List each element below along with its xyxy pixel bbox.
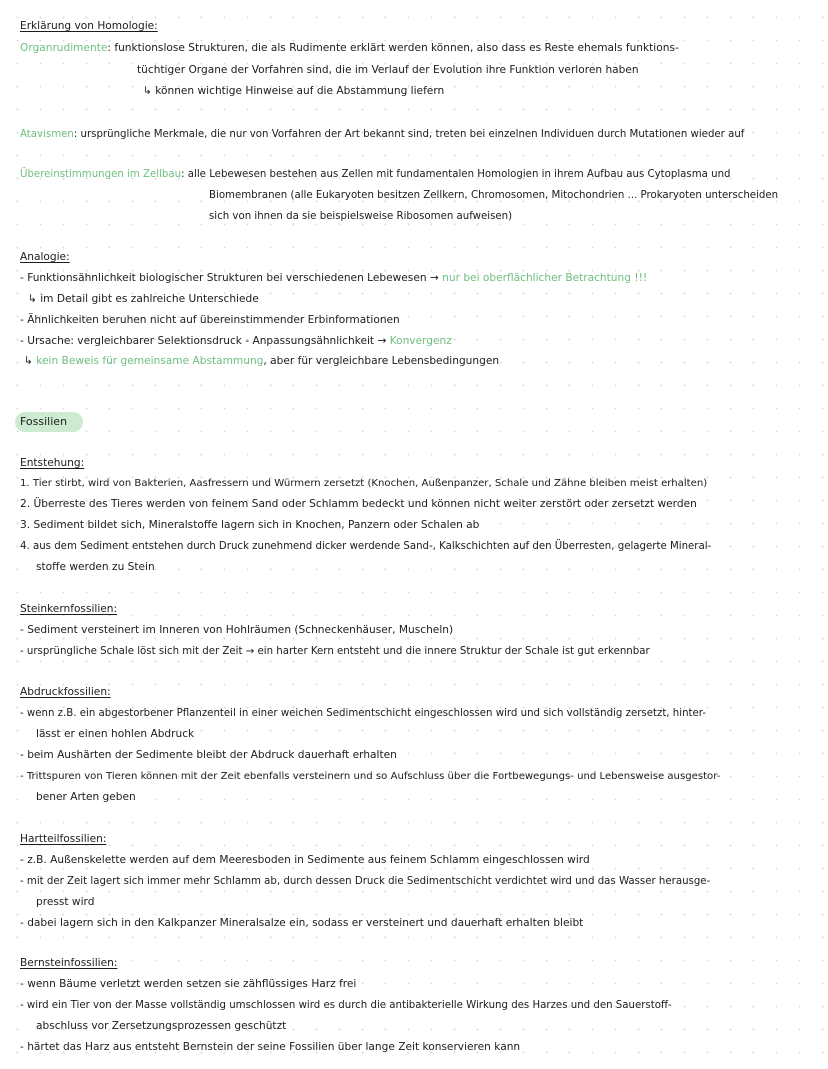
entstehung-line-1: 1. Tier stirbt, wird von Bakterien, Aasfressern und Würmern zersetzt (Knochen, Außenpanzer, Schale und Zähne bleiben meist erhalten) bbox=[20, 478, 708, 489]
atavismen-line: Atavismen: ursprüngliche Merkmale, die nur von Vorfahren der Art bekannt sind, treten bei einzelnen Individuen durch Mutationen wieder auf bbox=[20, 129, 745, 140]
entstehung-heading: Entstehung: bbox=[20, 457, 85, 469]
hartteil-heading: Hartteilfossilien: bbox=[20, 833, 107, 845]
entstehung-line-4: 4. aus dem Sediment entstehen durch Druck zunehmend dicker werdende Sand-, Kalkschichten auf den Überresten, gelagerte Mineral- bbox=[20, 541, 712, 552]
analogie-line-3: - Ähnlichkeiten beruhen nicht auf übereinstimmender Erbinformationen bbox=[20, 314, 400, 326]
analogie-heading: Analogie: bbox=[20, 251, 70, 263]
analogie-line-2: ↳ im Detail gibt es zahlreiche Unterschiede bbox=[28, 293, 259, 305]
bernstein-heading: Bernsteinfossilien: bbox=[20, 957, 118, 969]
fossilien-badge: Fossilien bbox=[20, 415, 68, 428]
analogie-line-4: - Ursache: vergleichbarer Selektionsdruck - Anpassungsähnlichkeit → Konvergenz bbox=[20, 335, 452, 347]
analogie-line-5: ↳ kein Beweis für gemeinsame Abstammung, aber für vergleichbare Lebensbedingungen bbox=[24, 355, 500, 367]
organrudimente-line-1: Organrudimente: funktionslose Strukturen, die als Rudimente erklärt werden können, also dass es Reste ehemals funktions- bbox=[20, 42, 679, 54]
analogie-line-1: - Funktionsähnlichkeit biologischer Strukturen bei verschiedenen Lebewesen → nur bei oberflächlicher Betrachtung !!! bbox=[20, 272, 648, 284]
abdruck-line-3: - beim Aushärten der Sedimente bleibt der Abdruck dauerhaft erhalten bbox=[20, 749, 397, 761]
steinkern-line-1: - Sediment versteinert im Inneren von Hohlräumen (Schneckenhäuser, Muscheln) bbox=[20, 624, 454, 636]
abdruck-line-1: - wenn z.B. ein abgestorbener Pflanzenteil in einer weichen Sedimentschicht eingeschlossen wird und sich vollständig zersetzt, hinter- bbox=[20, 708, 707, 719]
hartteil-line-1: - z.B. Außenskelette werden auf dem Meeresboden in Sedimente aus feinem Schlamm eingeschlossen wird bbox=[20, 854, 590, 866]
bernstein-line-1: - wenn Bäume verletzt werden setzen sie zähflüssiges Harz frei bbox=[20, 978, 357, 990]
zellbau-label: Übereinstimmungen im Zellbau bbox=[20, 169, 182, 180]
atavismen-label: Atavismen bbox=[20, 129, 74, 140]
steinkern-heading: Steinkernfossilien: bbox=[20, 603, 118, 615]
entstehung-line-3: 3. Sediment bildet sich, Mineralstoffe lagern sich in Knochen, Panzern oder Schalen ab bbox=[20, 519, 480, 531]
abdruck-line-5: bener Arten geben bbox=[36, 791, 136, 803]
bernstein-line-2: - wird ein Tier von der Masse vollständig umschlossen wird es durch die antibakterielle Wirkung des Harzes und den Sauerstoff- bbox=[20, 1000, 672, 1011]
abdruck-heading: Abdruckfossilien: bbox=[20, 686, 111, 698]
abdruck-line-2: lässt er einen hohlen Abdruck bbox=[36, 728, 195, 740]
bernstein-line-3: abschluss vor Zersetzungsprozessen geschützt bbox=[36, 1020, 287, 1032]
hartteil-line-4: - dabei lagern sich in den Kalkpanzer Mineralsalze ein, sodass er versteinert und dauerhaft erhalten bleibt bbox=[20, 917, 584, 929]
organrudimente-label: Organrudimente bbox=[20, 42, 108, 54]
zellbau-line-3: sich von ihnen da sie beispielsweise Ribosomen aufweisen) bbox=[209, 211, 513, 222]
bernstein-line-4: - härtet das Harz aus entsteht Bernstein der seine Fossilien über lange Zeit konservieren kann bbox=[20, 1041, 521, 1053]
hartteil-line-3: presst wird bbox=[36, 896, 95, 908]
hartteil-line-2: - mit der Zeit lagert sich immer mehr Schlamm ab, durch dessen Druck die Sedimentschicht verdichtet wird und das Wasser herausge- bbox=[20, 876, 711, 887]
entstehung-line-2: 2. Überreste des Tieres werden von feinem Sand oder Schlamm bedeckt und können nicht weiter zerstört oder zersetzt werden bbox=[20, 498, 697, 510]
entstehung-line-5: stoffe werden zu Stein bbox=[36, 561, 155, 573]
zellbau-line-2: Biomembranen (alle Eukaryoten besitzen Zellkern, Chromosomen, Mitochondrien ... Prokaryoten unterscheiden bbox=[209, 190, 779, 201]
organrudimente-line-3: ↳ können wichtige Hinweise auf die Abstammung liefern bbox=[143, 85, 445, 97]
page-title: Erklärung von Homologie: bbox=[20, 20, 158, 32]
organrudimente-line-2: tüchtiger Organe der Vorfahren sind, die im Verlauf der Evolution ihre Funktion verloren haben bbox=[137, 64, 639, 76]
zellbau-line-1: Übereinstimmungen im Zellbau: alle Lebewesen bestehen aus Zellen mit fundamentalen Homologien in ihrem Aufbau aus Cytoplasma und bbox=[20, 169, 731, 180]
steinkern-line-2: - ursprüngliche Schale löst sich mit der Zeit → ein harter Kern entsteht und die innere Struktur der Schale ist gut erkennbar bbox=[20, 646, 650, 657]
abdruck-line-4: - Trittspuren von Tieren können mit der Zeit ebenfalls versteinern und so Aufschluss über die Fortbewegungs- und Lebensweise ausgestor- bbox=[20, 771, 721, 782]
